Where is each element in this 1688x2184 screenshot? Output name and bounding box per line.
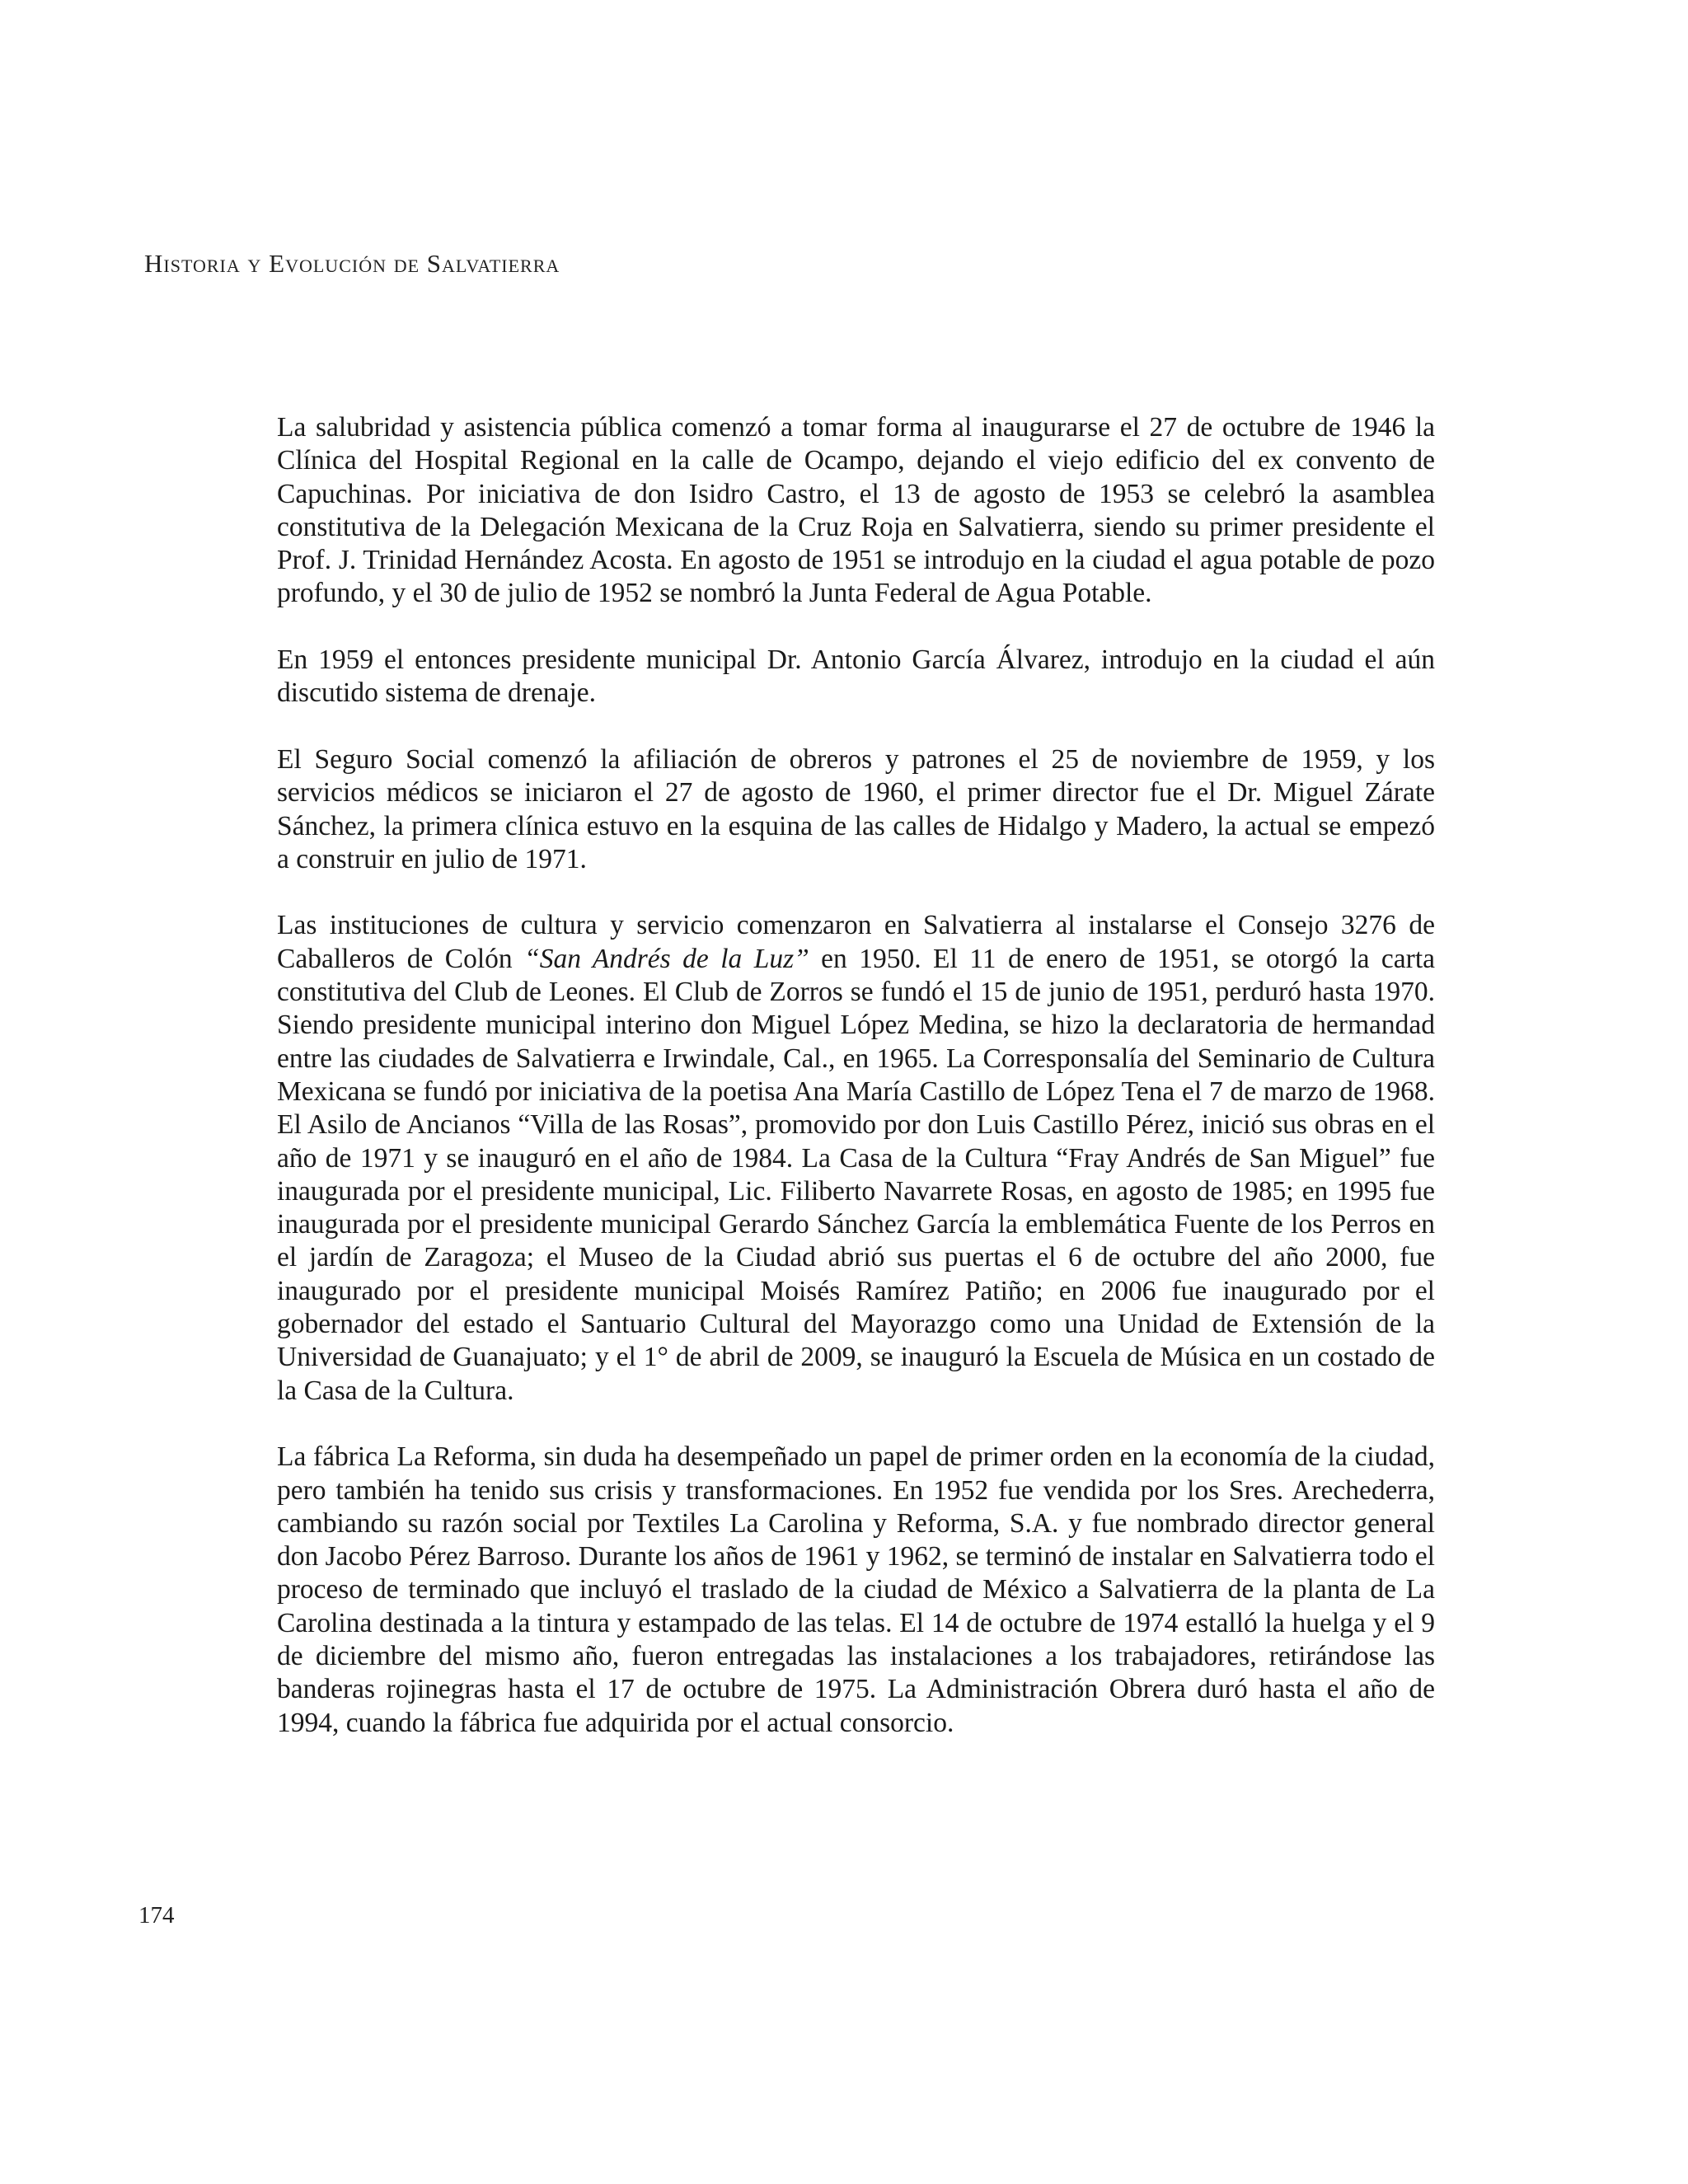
paragraph-text-segment: Las instituciones de cultura y servicio comenzaron en Salvatierra al instalarse el Consejo 3276 de Caballeros de Colón <box>277 910 1435 974</box>
paragraph-salubridad: La salubridad y asistencia pública comenzó a tomar forma al inaugurarse el 27 de octubre de 1946 la Clínica del Hospital Regional en la calle de Ocampo, dejando el viejo edificio del ex convento de Capuchinas. Por iniciativa de don Isidro Castro, el 13 de agosto de 1953 se celebró la asamblea constitutiva de la Delegación Mexicana de la Cruz Roja en Salvatierra, siendo su primer presidente el Prof. J. Trinidad Hernández Acosta. En agosto de 1951 se introdujo en la ciudad el agua potable de pozo profundo, y el 30 de julio de 1952 se nombró la Junta Federal de Agua Potable. <box>277 412 1435 609</box>
paragraph-text-segment: en 1950. El 11 de enero de 1951, se otorgó la carta constitutiva del Club de Leones. El Club de Zorros se fundó el 15 de junio de 1951, perduró hasta 1970. Siendo presidente municipal interino don Miguel López Medina, se hizo la declaratoria de hermandad entre las ciudades de Salvatierra e Irwindale, Cal., en 1965. La Corresponsalía del Seminario de Cultura Mexicana se fundó por iniciativa de la poetisa Ana María Castillo de López Tena el 7 de marzo de 1968. El Asilo de Ancianos “Villa de las Rosas”, promovido por don Luis Castillo Pérez, inició sus obras en el año de 1971 y se inauguró en el año de 1984. La Casa de la Cultura “Fray Andrés de San Miguel” fue inaugurada por el presidente municipal, Lic. Filiberto Navarrete Rosas, en agosto de 1985; en 1995 fue inaugurada por el presidente municipal Gerardo Sánchez García la emblemática Fuente de los Perros en el jardín de Zaragoza; el Museo de la Ciudad abrió sus puertas el 6 de octubre del año 2000, fue inaugurado por el presidente municipal Moisés Ramírez Patiño; en 2006 fue inaugurado por el gobernador del estado el Santuario Cultural del Mayorazgo como una Unidad de Extensión de la Universidad de Guanajuato; y el 1° de abril de 2009, se inauguró la Escuela de Música en un costado de la Casa de la Cultura. <box>277 943 1435 1406</box>
paragraph-fabrica-reforma: La fábrica La Reforma, sin duda ha desempeñado un papel de primer orden en la economía de la ciudad, pero también ha tenido sus crisis y transformaciones. En 1952 fue vendida por los Sres. Arechederra, cambiando su razón social por Textiles La Carolina y Reforma, S.A. y fue nombrado director general don Jacobo Pérez Barroso. Durante los años de 1961 y 1962, se terminó de instalar en Salvatierra todo el proceso de terminado que incluyó el traslado de la ciudad de México a Salvatierra de la planta de La Carolina destinada a la tintura y estampado de las telas. El 14 de octubre de 1974 estalló la huelga y el 9 de diciembre del mismo año, fueron entregadas las instalaciones a los trabajadores, retirándose las banderas rojinegras hasta el 17 de octubre de 1975. La Administración Obrera duró hasta el año de 1994, cuando la fábrica fue adquirida por el actual consorcio. <box>277 1441 1435 1738</box>
italic-title: “San Andrés de la Luz” <box>524 943 809 974</box>
paragraph-seguro-social: El Seguro Social comenzó la afiliación de obreros y patrones el 25 de noviembre de 1959, y los servicios médicos se iniciaron el 27 de agosto de 1960, el primer director fue el Dr. Miguel Zárate Sánchez, la primera clínica estuvo en la esquina de las calles de Hidalgo y Madero, la actual se empezó a construir en julio de 1971. <box>277 743 1435 874</box>
page-number: 174 <box>138 1902 175 1929</box>
running-header-title: Historia y Evolución de Salvatierra <box>144 249 560 278</box>
paragraph-instituciones-cultura <box>277 909 1435 1407</box>
body-text <box>277 411 1435 1773</box>
paragraph-drenaje: En 1959 el entonces presidente municipal Dr. Antonio García Álvarez, introdujo en la ciudad el aún discutido sistema de drenaje. <box>277 644 1435 709</box>
